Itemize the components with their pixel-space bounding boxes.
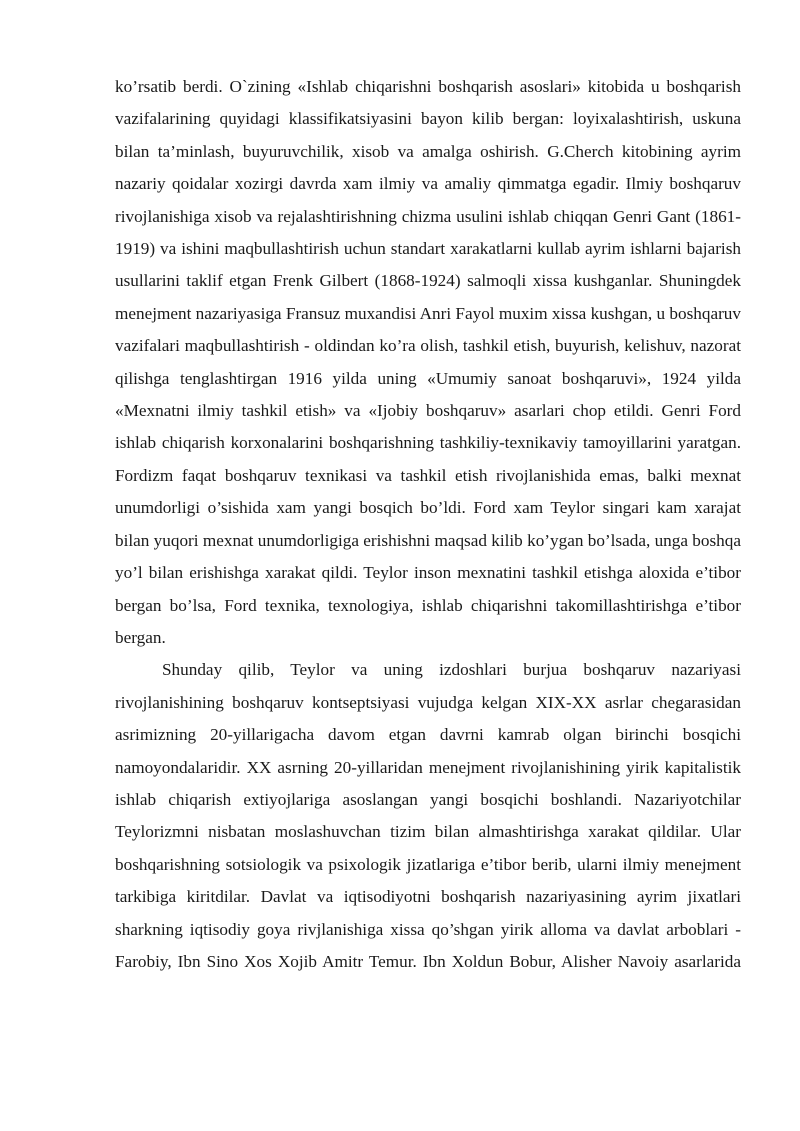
paragraph-2: Shunday qilib, Teylor va uning izdoshlari burjua boshqaruv nazariyasi rivojlanishining boshqaruv kontseptsiyasi vujudga kelgan XIX-XX asrlar chegarasidan asrimizning 20-yillarigacha davom etgan davrni kamrab olgan birinchi bosqichi namoyondalaridir. XX asrning 20-yillaridan menejment rivojlanishining yirik kapitalistik ishlab chiqarish extiyojlariga asoslangan yangi bosqichi boshlandi. Nazariyotchilar Teylorizmni nisbatan moslashuvchan tizim bilan almashtirishga xarakat qildilar. Ular boshqarishning sotsiologik va psixologik jizatlariga e’tibor berib, ularni ilmiy menejment tarkibiga kiritdilar. Davlat va iqtisodiyotni boshqarish nazariyasining ayrim jixatlari sharkning iqtisodiy goya rivjlanishiga xissa qo’shgan yirik alloma va davlat arboblari - Farobiy, Ibn Sino Xos Xojib Amitr Temur. Ibn Xoldun Bobur, Alisher Navoiy asarlarida <box>115 660 741 971</box>
document-page <box>115 71 741 978</box>
paragraph-1: ko’rsatib berdi. O`zining «Ishlab chiqarishni boshqarish asoslari» kitobida u boshqarish vazifalarining quyidagi klassifikatsiyasini bayon kilib bergan: loyixalashtirish, uskuna bilan ta’minlash, buyuruvchilik, xisob va amalga oshirish. G.Cherch kitobining ayrim nazariy qoidalar xozirgi davrda xam ilmiy va amaliy qimmatga egadir. Ilmiy boshqaruv rivojlanishiga xisob va rejalashtirishning chizma usulini ishlab chiqqan Genri Gant (1861-1919) va ishini maqbullashtirish uchun standart xarakatlarni kullab ayrim ishlarni bajarish usullarini taklif etgan Frenk Gilbert (1868-1924) salmoqli xissa kushganlar. Shuningdek menejment nazariyasiga Fransuz muxandisi Anri Fayol muxim xissa kushgan, u boshqaruv vazifalari maqbullashtirish - oldindan ko’ra olish, tashkil etish, buyurish, kelishuv, nazorat qilishga tenglashtirgan 1916 yilda uning «Umumiy sanoat boshqaruvi», 1924 yilda «Mexnatni ilmiy tashkil etish» va «Ijobiy boshqaruv» asarlari chop etildi. Genri Ford ishlab chiqarish korxonalarini boshqarishning tashkiliy-texnikaviy tamoyillarini yaratgan. Fordizm faqat boshqaruv texnikasi va tashkil etish rivojlanishida emas, balki mexnat unumdorligi o’sishida xam yangi bosqich bo’ldi. Ford xam Teylor singari kam xarajat bilan yuqori mexnat unumdorligiga erishishni maqsad kilib ko’ygan bo’lsada, unga boshqa yo’l bilan erishishga xarakat qildi. Teylor inson mexnatini tashkil etishga aloxida e’tibor bergan bo’lsa, Ford texnika, texnologiya, ishlab chiqarishni takomillashtirishga e’tibor bergan. <box>115 77 741 647</box>
